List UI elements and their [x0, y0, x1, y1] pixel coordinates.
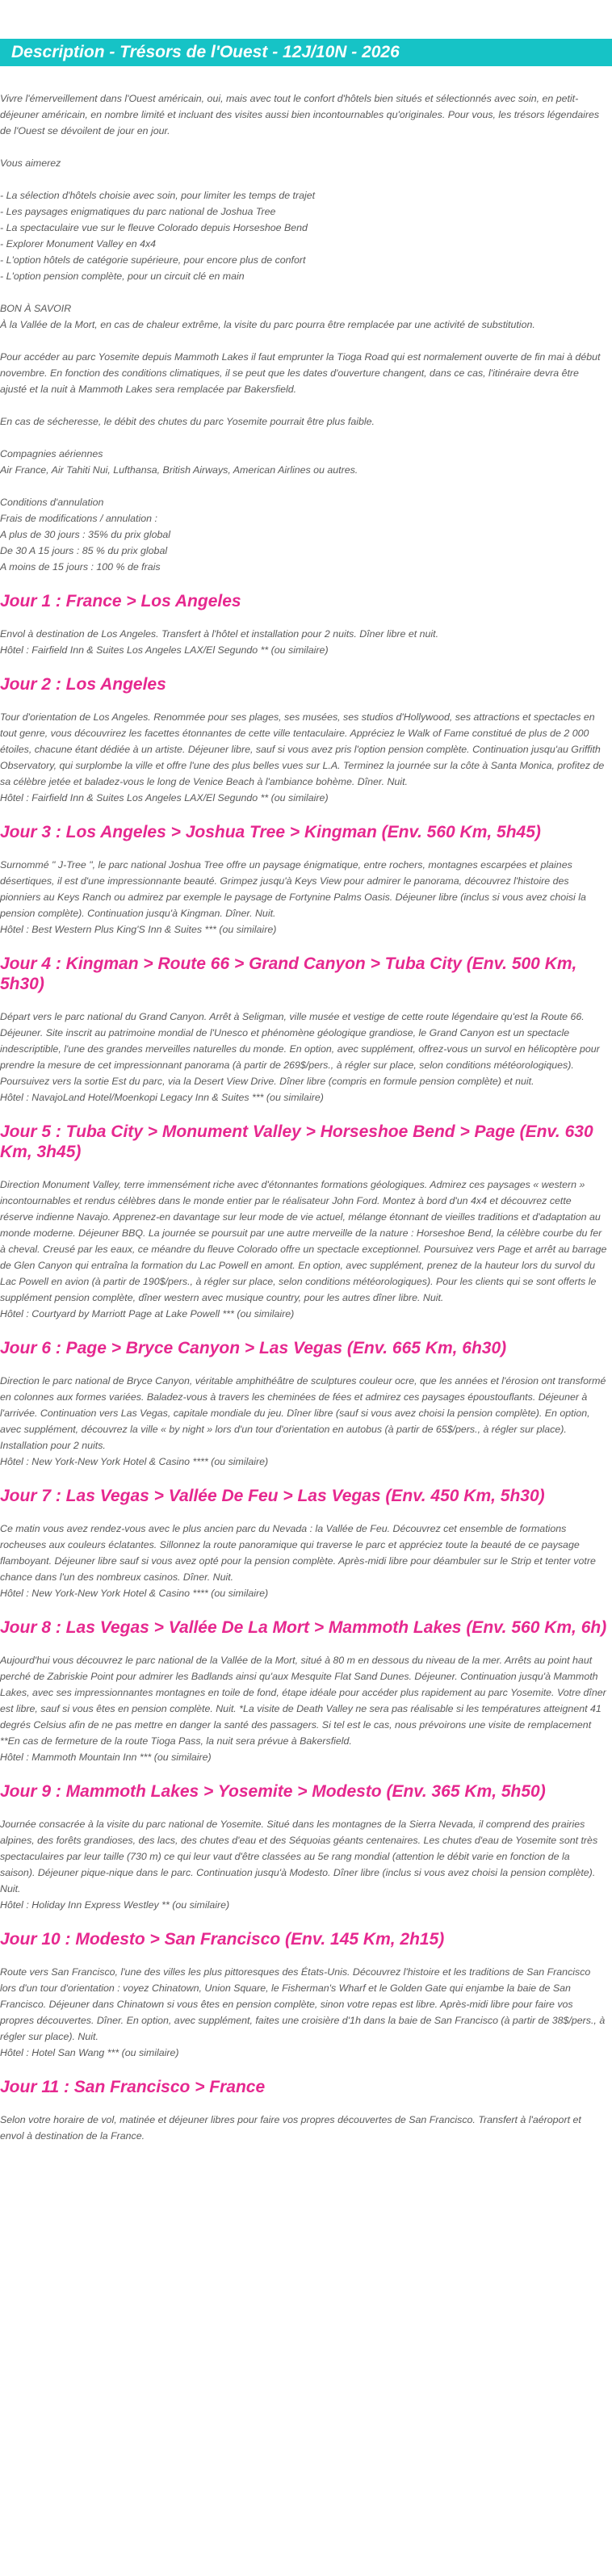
day-text: Ce matin vous avez rendez-vous avec le plus ancien parc du Nevada : la Vallée de Feu. Découvrez cet ensemble de formations rocheuses aux couleurs éclatantes. Sillonnez la route panoramique qui traverse le parc et appréciez toute la beauté de ce paysage flamboyant. Déjeuner libre sauf si vous avez opté pour la pension complète. Après-midi libre pour déambuler sur le Strip et tenter votre chance dans l'un des nombreux casinos. Dîner. Nuit. [0, 1523, 596, 1583]
day-text: Route vers San Francisco, l'une des villes les plus pittoresques des États-Unis. Découvrez l'histoire et les traditions de San Francisco lors d'un tour d'orientation : voyez Chinatown, Union Square, le Fisherman's Wharf et le Golden Gate qui enjambe la baie de San Francisco. Déjeuner dans Chinatown si vous êtes en pension complète, sinon votre repas est libre. Après-midi libre pour faire vos propres découvertes. Dîner. En option, avec supplément, faites une croisière d'1h dans la baie de San Francisco (à partir de 38$/pers., à régler sur place). Nuit. [0, 1966, 606, 2042]
day-text: Direction Monument Valley, terre immensément riche avec d'étonnantes formations géologiques. Admirez ces paysages « western » incontournables et rendus célèbres dans le monde entier par le réalisateur John Ford. Montez à bord d'un 4x4 et découvrez cette réserve indienne Navajo. Apprenez-en davantage sur leur mode de vie actuel, mélange étonnant de vieilles traditions et d'adaptation au monde moderne. Déjeuner BBQ. La journée se poursuit par une autre merveille de la nature : Horseshoe Bend, la célèbre courbe du fer à cheval. Creusé par les eaux, ce méandre du fleuve Colorado offre un spectacle exceptionnel. Poursuivez vers Page et arrêt au barrage de Glen Canyon qui entraîna la formation du Lac Powell en amont. En option, avec supplément, prenez de la hauteur lors du survol du Lac Powell en avion (à partir de 190$/pers., à régler sur place, selon conditions météorologiques). Pour les clients qui se sont offerts le supplément pension complète, dîner western avec musique country, pour les autres dîner libre. Nuit. [0, 1179, 607, 1303]
day-text: Surnommé " J-Tree ", le parc national Joshua Tree offre un paysage énigmatique, entre rochers, montagnes escarpées et plaines désertiques, il est d'une impressionnante beauté. Grimpez jusqu'à Keys View pour admirer le panorama, découvrez l'histoire des pionniers au Keys Ranch ou admirez par exemple le paysage de Fortynine Palms Oasis. Déjeuner libre (inclus si vous avez choisi la pension complète). Continuation jusqu'à Kingman. Dîner. Nuit. [0, 859, 586, 919]
notice-tioga-road: Pour accéder au parc Yosemite depuis Mammoth Lakes il faut emprunter la Tioga Road qui est normalement ouverte de fin mai à début novembre. En fonction des conditions climatiques, il se peut que les dates d'ouverture changent, dans ce cas, l'itinéraire devra être ajusté et la nuit à Mammoth Lakes sera remplacée par Bakersfield. [0, 351, 601, 395]
highlights-section [0, 155, 607, 284]
airlines-title: Compagnies aériennes [0, 448, 103, 459]
day-title: Jour 9 : Mammoth Lakes > Yosemite > Modesto (Env. 365 Km, 5h50) [0, 1782, 546, 1801]
day-6 [0, 1338, 607, 1470]
day-hotel: Hôtel : New York-New York Hotel & Casino **** (ou similaire) [0, 1456, 269, 1467]
highlight-item: - Explorer Monument Valley en 4x4 [0, 238, 157, 250]
day-title: Jour 2 : Los Angeles [0, 675, 166, 694]
day-title: Jour 1 : France > Los Angeles [0, 592, 241, 610]
day-text: Tour d'orientation de Los Angeles. Renommée pour ses plages, ses musées, ses studios d'Hollywood, ses attractions et spectacles en tout genre, vous découvrirez les facettes étonnantes de cette ville tentaculaire. Appréciez le Walk of Fame constitué de plus de 2 000 étoiles, chacune étant dédiée à un artiste. Déjeuner libre, sauf si vous avez pris l'option pension complète. Continuation jusqu'au Griffith Observatory, qui surplombe la ville et offre l'une des plus belles vues sur L.A. Terminez la journée sur la côte à Santa Monica, profitez de sa célèbre jetée et baladez-vous le long de Venice Beach à l'ambiance bohème. Dîner. Nuit. [0, 711, 605, 787]
day-title: Jour 6 : Page > Bryce Canyon > Las Vegas (Env. 665 Km, 6h30) [0, 1339, 507, 1357]
day-text: Journée consacrée à la visite du parc national de Yosemite. Situé dans les montagnes de la Sierra Nevada, il comprend des prairies alpines, des forêts grandioses, des lacs, des chutes d'eau et des Séquoias géants centenaires. Les chutes d'eau de Yosemite sont très spectaculaires par leur taille (730 m) ce qui leur vaut d'être classées au 5e rang mondial (attention le débit varie en fonction de la saison). Déjeuner pique-nique dans le parc. Continuation jusqu'à Modesto. Dîner libre (inclus si vous avez choisi la pension complète). Nuit. [0, 1819, 598, 1894]
highlight-item: - La spectaculaire vue sur le fleuve Colorado depuis Horseshoe Bend [0, 222, 308, 233]
title-banner [0, 39, 612, 66]
day-hotel: Hôtel : Hotel San Wang *** (ou similaire) [0, 2047, 179, 2058]
day-text: Selon votre horaire de vol, matinée et déjeuner libres pour faire vos propres découvertes de San Francisco. Transfert à l'aéroport et envol à destination de la France. [0, 2114, 581, 2142]
cancellation-line: Frais de modifications / annulation : [0, 513, 157, 524]
day-title: Jour 10 : Modesto > San Francisco (Env. 145 Km, 2h15) [0, 1930, 445, 1949]
day-title: Jour 7 : Las Vegas > Vallée De Feu > Las Vegas (Env. 450 Km, 5h30) [0, 1487, 545, 1505]
day-text: Départ vers le parc national du Grand Canyon. Arrêt à Seligman, ville musée et vestige de cette route légendaire qu'est la Route 66. Déjeuner. Site inscrit au patrimoine mondial de l'Unesco et phénomène géologique grandiose, le Grand Canyon est un spectacle indescriptible, l'une des grandes merveilles naturelles du monde. En option, avec supplément, offrez-vous un survol en hélicoptère pour prendre la mesure de cet impressionnant panorama (à partir de 269$/pers., à régler sur place, selon conditions météorologiques). Poursuivez vers la sortie Est du parc, via la Desert View Drive. Dîner libre (compris en formule pension complète) et nuit. [0, 1011, 600, 1087]
cancellation-line: De 30 A 15 jours : 85 % du prix global [0, 545, 168, 556]
day-text: Envol à destination de Los Angeles. Transfert à l'hôtel et installation pour 2 nuits. Dîner libre et nuit. [0, 628, 439, 640]
notice-title: BON À SAVOIR [0, 303, 72, 314]
day-title: Jour 3 : Los Angeles > Joshua Tree > Kingman (Env. 560 Km, 5h45) [0, 823, 541, 841]
day-11 [0, 2077, 607, 2144]
day-hotel: Hôtel : Mammoth Mountain Inn *** (ou similaire) [0, 1752, 212, 1763]
day-3 [0, 822, 607, 938]
airlines-text: Air France, Air Tahiti Nui, Lufthansa, British Airways, American Airlines ou autres. [0, 464, 358, 476]
highlight-item: - L'option pension complète, pour un circuit clé en main [0, 271, 245, 282]
day-hotel: Hôtel : Courtyard by Marriott Page at Lake Powell *** (ou similaire) [0, 1308, 295, 1319]
notice-text: À la Vallée de la Mort, en cas de chaleur extrême, la visite du parc pourra être remplacée par une activité de substitution. [0, 319, 535, 330]
day-text: Aujourd'hui vous découvrez le parc national de la Vallée de la Mort, situé à 80 m en dessous du niveau de la mer. Arrêts au point haut perché de Zabriskie Point pour admirer les Badlands ainsi qu'aux Mesquite Flat Sand Dunes. Déjeuner. Continuation jusqu'à Mammoth Lakes, avec ses impressionnantes montagnes en toile de fond, étape idéale pour accéder plus rapidement au parc Yosemite. Votre dîner est libre, sauf si vous êtes en pension complète. Nuit. *La visite de Death Valley ne sera pas réalisable si les températures atteignent 41 degrés Celsius afin de ne pas mettre en danger la santé des passagers. Si tel est le cas, nous prévoirons une visite de remplacement **En cas de fermeture de la route Tioga Pass, la nuit sera prévue à Bakersfield. [0, 1655, 606, 1747]
highlight-item: - La sélection d'hôtels choisie avec soin, pour limiter les temps de trajet [0, 190, 316, 201]
day-7 [0, 1486, 607, 1601]
day-hotel: Hôtel : Best Western Plus King'S Inn & Suites *** (ou similaire) [0, 924, 277, 935]
day-2 [0, 674, 607, 806]
day-hotel: Hôtel : NavajoLand Hotel/Moenkopi Legacy Inn & Suites *** (ou similaire) [0, 1092, 324, 1103]
day-hotel: Hôtel : Fairfield Inn & Suites Los Angeles LAX/El Segundo ** (ou similaire) [0, 644, 329, 656]
day-9 [0, 1781, 607, 1913]
intro-paragraph: Vivre l'émerveillement dans l'Ouest américain, oui, mais avec tout le confort d'hôtels bien situés et sélectionnés avec soin, en petit-déjeuner américain, en nombre limité et incluant des visites aussi bien incontournables qu'originales. Pour vous, les trésors légendaires de l'Ouest se dévoilent de jour en jour. [0, 93, 600, 136]
cancellation-line: A plus de 30 jours : 35% du prix global [0, 529, 170, 540]
day-title: Jour 4 : Kingman > Route 66 > Grand Canyon > Tuba City (Env. 500 Km, 5h30) [0, 954, 577, 993]
cancellation-section [0, 494, 607, 575]
cancellation-line: A moins de 15 jours : 100 % de frais [0, 561, 161, 573]
notice-drought: En cas de sécheresse, le débit des chutes du parc Yosemite pourrait être plus faible. [0, 416, 375, 427]
day-8 [0, 1617, 607, 1765]
day-1 [0, 591, 607, 658]
day-text: Direction le parc national de Bryce Canyon, véritable amphithéâtre de sculptures couleur ocre, que les années et l'érosion ont transformé en colonnes aux formes variées. Baladez-vous à travers les cheminées de fées et admirez ces paysages époustouflants. Déjeuner à l'arrivée. Continuation vers Las Vegas, capitale mondiale du jeu. Dîner libre (sauf si vous avez choisi la pension complète). En option, avec supplément, découvrez la ville « by night » lors d'un tour d'orientation en autobus (à partir de 65$/pers., à régler sur place). Installation pour 2 nuits. [0, 1375, 606, 1451]
day-hotel: Hôtel : Fairfield Inn & Suites Los Angeles LAX/El Segundo ** (ou similaire) [0, 792, 329, 803]
spacer [0, 171, 607, 187]
day-hotel: Hôtel : Holiday Inn Express Westley ** (ou similaire) [0, 1899, 230, 1911]
day-title: Jour 11 : San Francisco > France [0, 2078, 266, 2096]
day-hotel: Hôtel : New York-New York Hotel & Casino **** (ou similaire) [0, 1588, 269, 1599]
day-title: Jour 5 : Tuba City > Monument Valley > Horseshoe Bend > Page (Env. 630 Km, 3h45) [0, 1122, 593, 1161]
cancellation-title: Conditions d'annulation [0, 497, 104, 508]
airlines-section [0, 446, 607, 478]
notice-good-to-know [0, 300, 607, 333]
page-title: Description - Trésors de l'Ouest - 12J/10N - 2026 [11, 43, 400, 61]
description-content [0, 66, 612, 2144]
day-title: Jour 8 : Las Vegas > Vallée De La Mort > Mammoth Lakes (Env. 560 Km, 6h) [0, 1618, 607, 1637]
highlights-title: Vous aimerez [0, 157, 61, 169]
day-10 [0, 1929, 607, 2061]
day-4 [0, 954, 607, 1105]
highlight-item: - L'option hôtels de catégorie supérieure, pour encore plus de confort [0, 254, 306, 266]
day-5 [0, 1122, 607, 1322]
highlight-item: - Les paysages enigmatiques du parc national de Joshua Tree [0, 206, 276, 217]
